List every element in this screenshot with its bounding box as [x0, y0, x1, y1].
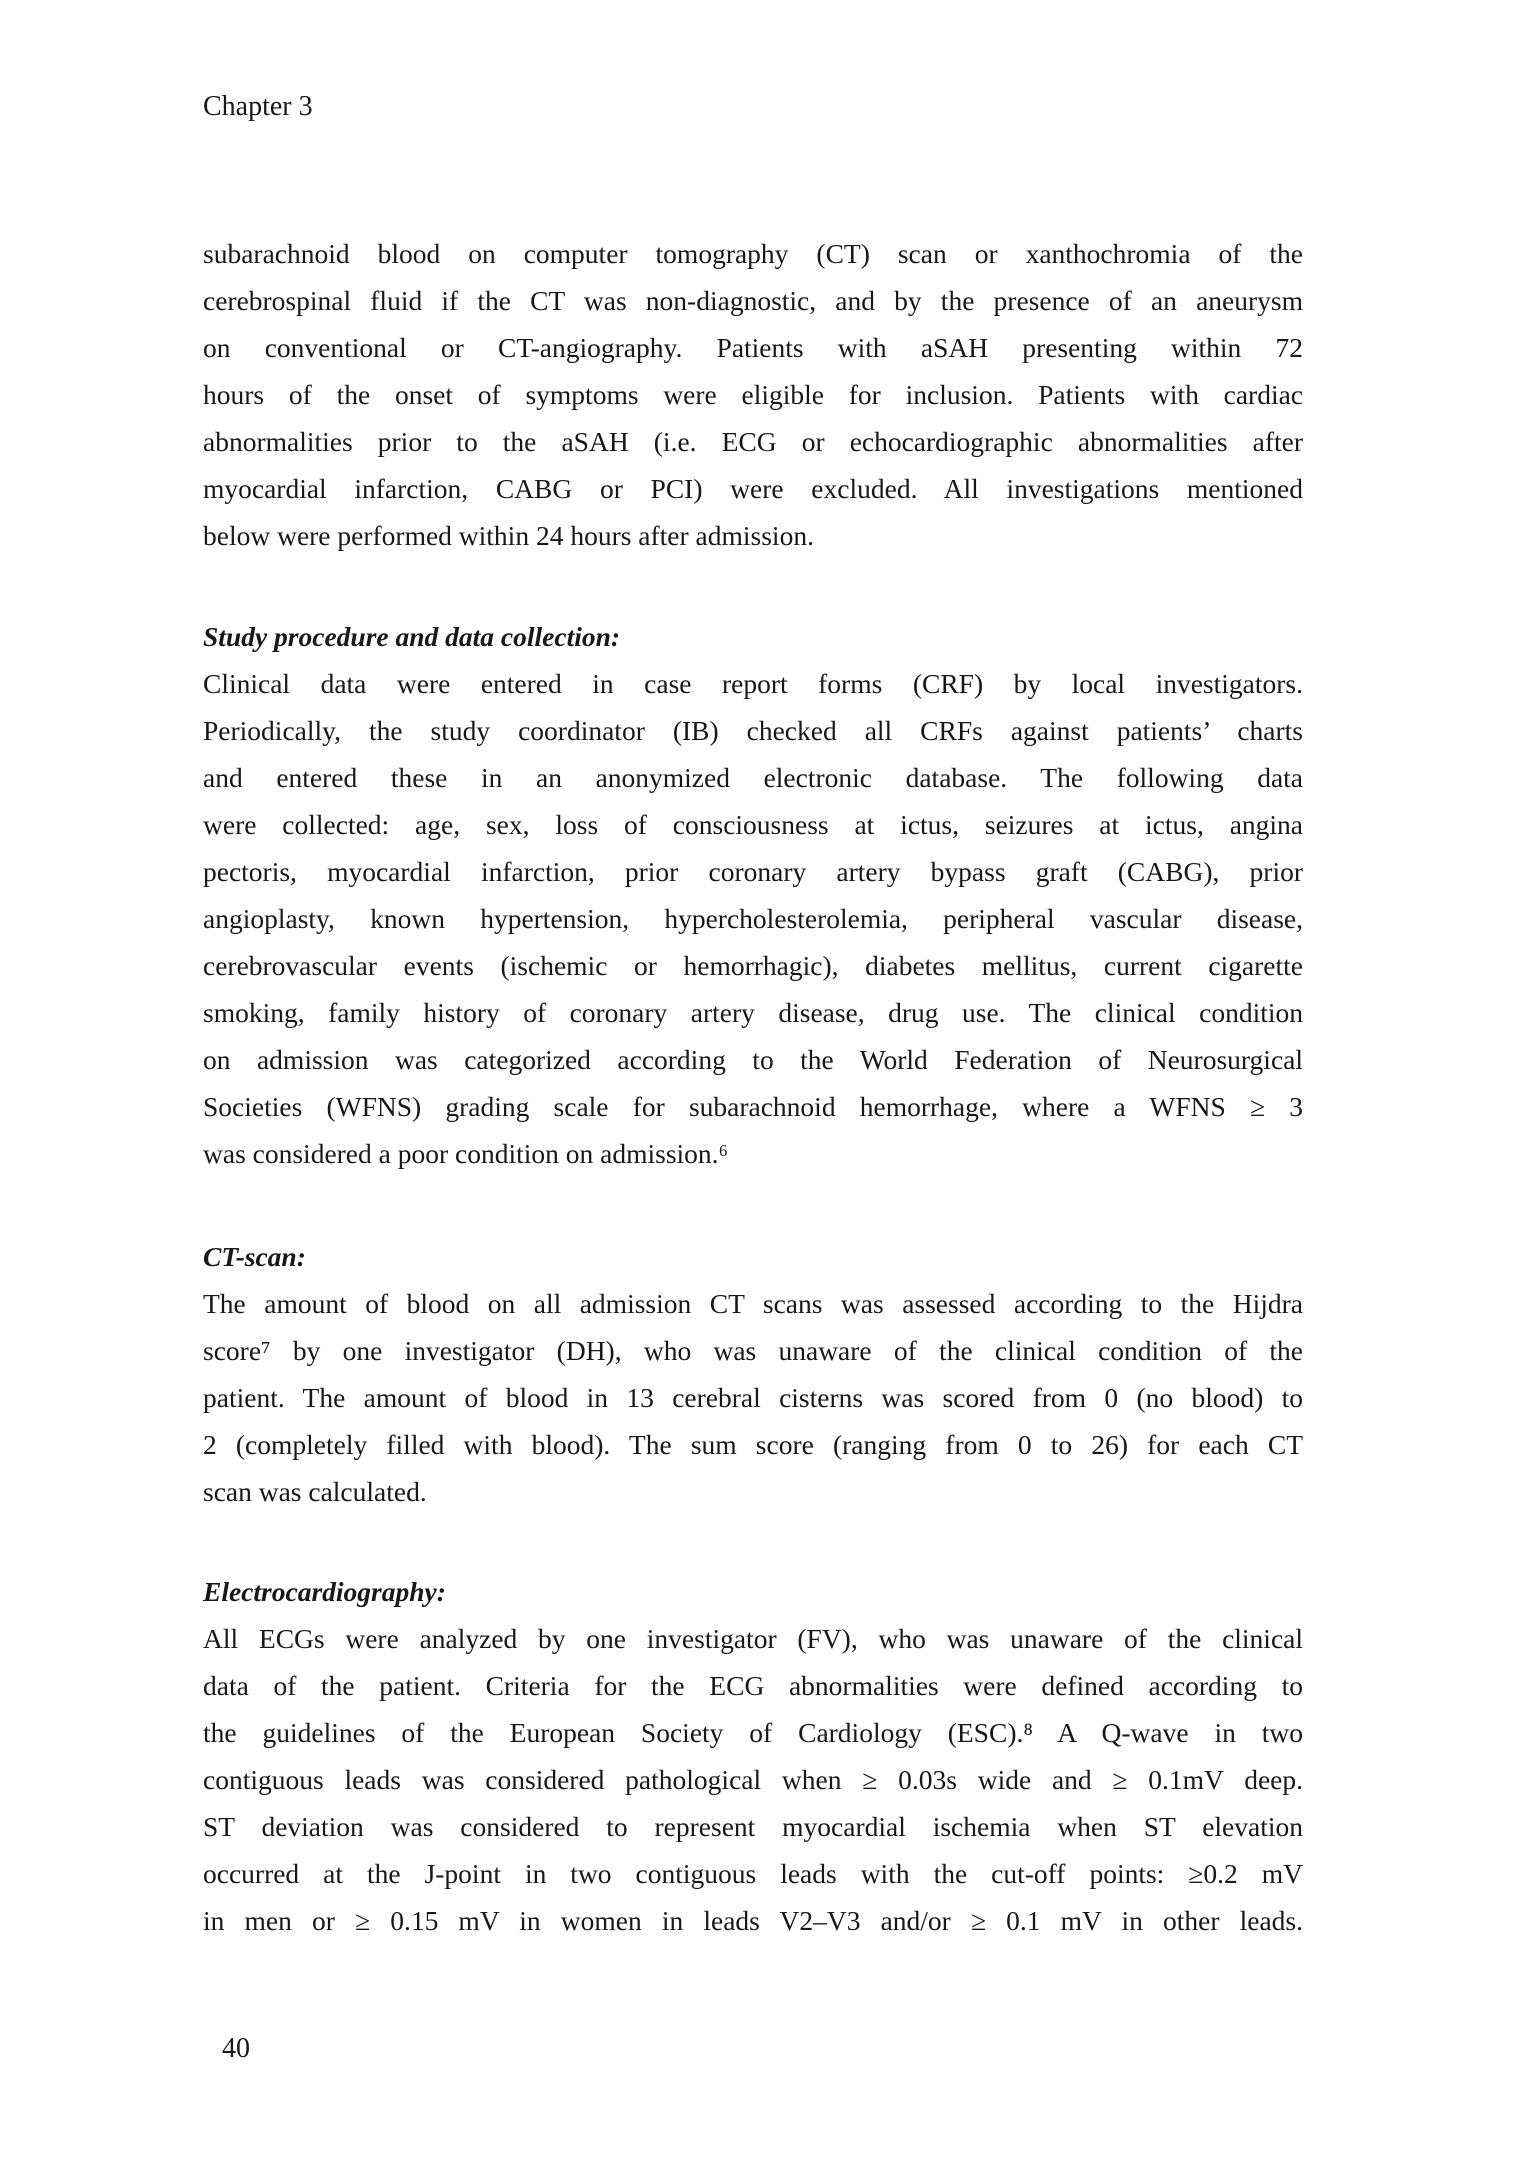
paragraph-line: occurred at the J-point in two contiguous leads with the cut-off points: ≥0.2 mV [203, 1858, 1303, 1889]
section-electrocardiography [203, 1568, 1303, 1944]
paragraph-line: on admission was categorized according to the World Federation of Neurosurgical [203, 1044, 1303, 1075]
paragraph-line: data of the patient. Criteria for the ECG abnormalities were defined according to [203, 1670, 1303, 1701]
section-heading: Electrocardiography: [203, 1576, 446, 1607]
paragraph-line: in men or ≥ 0.15 mV in women in leads V2–V3 and/or ≥ 0.1 mV in other leads. [203, 1905, 1303, 1936]
paragraph-line: hours of the onset of symptoms were eligible for inclusion. Patients with cardiac [203, 379, 1303, 410]
section-heading: CT-scan: [203, 1241, 306, 1272]
page-number: 40 [222, 2033, 250, 2064]
paragraph-line: subarachnoid blood on computer tomography (CT) scan or xanthochromia of the [203, 238, 1303, 269]
section-study-procedure [203, 613, 1303, 1177]
section-heading: Study procedure and data collection: [203, 621, 621, 652]
paragraph-line: were collected: age, sex, loss of consciousness at ictus, seizures at ictus, angina [203, 809, 1303, 840]
paragraph-line: myocardial infarction, CABG or PCI) were excluded. All investigations mentioned [203, 473, 1303, 504]
paragraph-line: cerebrovascular events (ischemic or hemorrhagic), diabetes mellitus, current cigarette [203, 950, 1303, 981]
paragraph-line: Clinical data were entered in case report forms (CRF) by local investigators. [203, 668, 1303, 699]
paragraph-line: scan was calculated. [203, 1476, 427, 1507]
paragraph-line: was considered a poor condition on admission.⁶ [203, 1138, 729, 1169]
paragraph-line: patient. The amount of blood in 13 cerebral cisterns was scored from 0 (no blood) to [203, 1382, 1303, 1413]
paragraph-line: smoking, family history of coronary artery disease, drug use. The clinical condition [203, 997, 1303, 1028]
paragraph-line: score⁷ by one investigator (DH), who was unaware of the clinical condition of the [203, 1335, 1303, 1366]
paragraph-line: abnormalities prior to the aSAH (i.e. ECG or echocardiographic abnormalities after [203, 426, 1303, 457]
paragraph-line: the guidelines of the European Society of Cardiology (ESC).⁸ A Q-wave in two [203, 1717, 1303, 1748]
paragraph-line: angioplasty, known hypertension, hypercholesterolemia, peripheral vascular disease, [203, 903, 1303, 934]
paragraph-line: and entered these in an anonymized electronic database. The following data [203, 762, 1303, 793]
paragraph-line: 2 (completely filled with blood). The sum score (ranging from 0 to 26) for each CT [203, 1429, 1303, 1460]
paragraph-line: Societies (WFNS) grading scale for subarachnoid hemorrhage, where a WFNS ≥ 3 [203, 1091, 1303, 1122]
paragraph-line: cerebrospinal fluid if the CT was non-diagnostic, and by the presence of an aneurysm [203, 285, 1303, 316]
paragraph-line: below were performed within 24 hours after admission. [203, 520, 814, 551]
paragraph-line: Periodically, the study coordinator (IB) checked all CRFs against patients’ charts [203, 715, 1303, 746]
paragraph-line: All ECGs were analyzed by one investigator (FV), who was unaware of the clinical [203, 1623, 1303, 1654]
paragraph-intro [203, 230, 1303, 559]
paragraph-line: ST deviation was considered to represent myocardial ischemia when ST elevation [203, 1811, 1303, 1842]
running-header: Chapter 3 [203, 91, 313, 122]
section-ct-scan [203, 1233, 1303, 1515]
paragraph-line: contiguous leads was considered pathological when ≥ 0.03s wide and ≥ 0.1mV deep. [203, 1764, 1303, 1795]
paragraph-line: The amount of blood on all admission CT scans was assessed according to the Hijdra [203, 1288, 1303, 1319]
paragraph-line: pectoris, myocardial infarction, prior coronary artery bypass graft (CABG), prior [203, 856, 1303, 887]
paragraph-line: on conventional or CT-angiography. Patients with aSAH presenting within 72 [203, 332, 1303, 363]
